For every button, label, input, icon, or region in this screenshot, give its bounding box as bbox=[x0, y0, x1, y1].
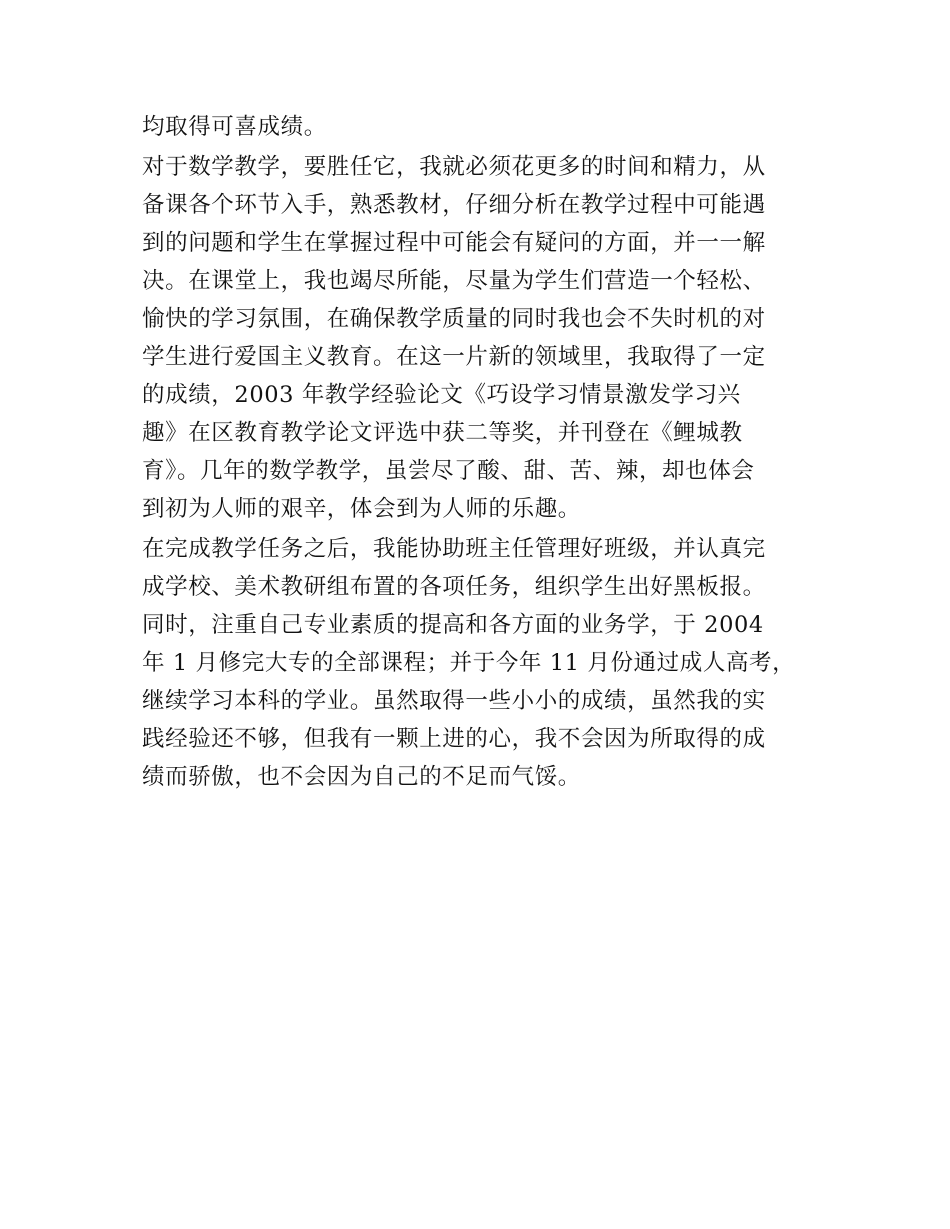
text-line: 均取得可喜成绩。 bbox=[142, 114, 327, 140]
text-line: 的成绩，2003 年教学经验论文《巧设学习情景激发学习兴 bbox=[142, 382, 741, 408]
text-line: 育》。几年的数学教学，虽尝尽了酸、甜、苦、辣，却也体会 bbox=[142, 458, 755, 484]
text-line: 绩而骄傲，也不会因为自己的不足而气馁。 bbox=[142, 764, 581, 790]
text-line: 到初为人师的艰辛，体会到为人师的乐趣。 bbox=[142, 496, 581, 522]
text-line: 决。在课堂上，我也竭尽所能，尽量为学生们营造一个轻松、 bbox=[142, 268, 766, 294]
text-line: 趣》在区教育教学论文评选中获二等奖，并刊登在《鲤城教 bbox=[142, 420, 743, 446]
text-line: 备课各个环节入手，熟悉教材，仔细分析在教学过程中可能遇 bbox=[142, 192, 766, 218]
paragraph bbox=[142, 148, 822, 528]
text-line: 在完成教学任务之后，我能协助班主任管理好班级，并认真完 bbox=[142, 536, 766, 562]
document-body bbox=[142, 108, 822, 796]
text-line: 践经验还不够，但我有一颗上进的心，我不会因为所取得的成 bbox=[142, 726, 766, 752]
text-line: 对于数学教学，要胜任它，我就必须花更多的时间和精力，从 bbox=[142, 154, 766, 180]
text-line: 成学校、美术教研组布置的各项任务，组织学生出好黑板报。 bbox=[142, 574, 766, 600]
paragraph bbox=[142, 530, 822, 796]
paragraph bbox=[142, 108, 822, 146]
text-line: 年 1 月修完大专的全部课程；并于今年 11 月份通过成人高考， bbox=[142, 650, 796, 676]
text-line: 愉快的学习氛围，在确保教学质量的同时我也会不失时机的对 bbox=[142, 306, 766, 332]
text-line: 到的问题和学生在掌握过程中可能会有疑问的方面，并一一解 bbox=[142, 230, 766, 256]
text-line: 继续学习本科的学业。虽然取得一些小小的成绩，虽然我的实 bbox=[142, 688, 766, 714]
text-line: 学生进行爱国主义教育。在这一片新的领域里，我取得了一定 bbox=[142, 344, 766, 370]
text-line: 同时，注重自己专业素质的提高和各方面的业务学，于 2004 bbox=[142, 612, 764, 638]
